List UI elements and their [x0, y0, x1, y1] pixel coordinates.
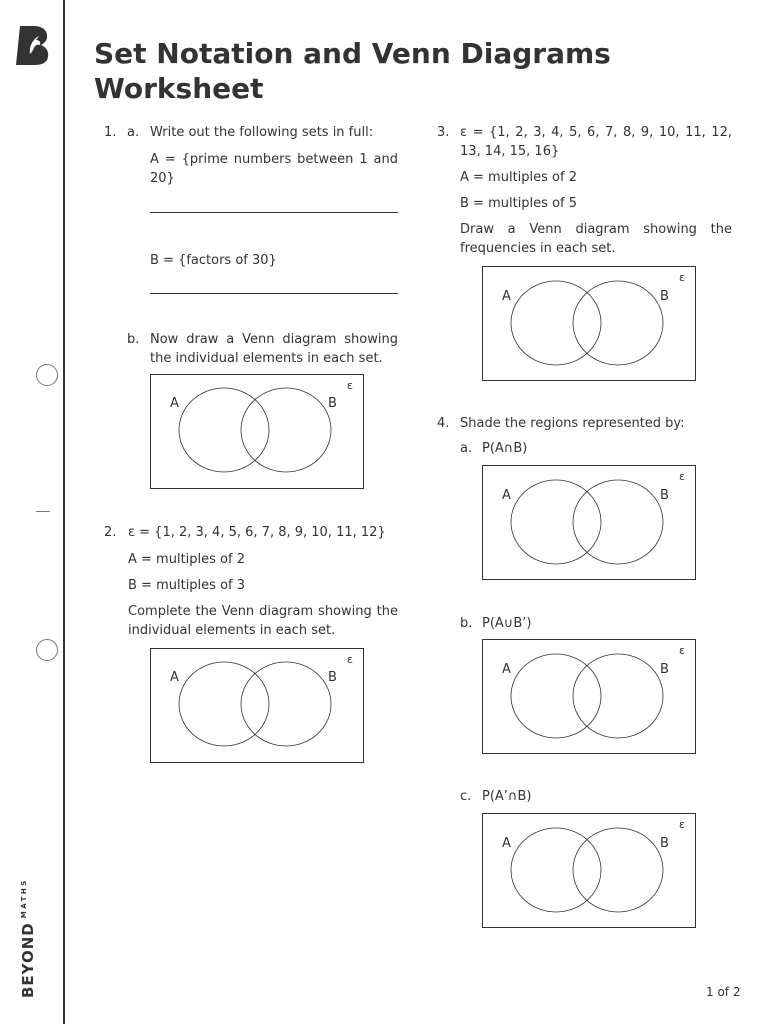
punch-hole — [36, 364, 58, 386]
page-title: Set Notation and Venn Diagrams Worksheet — [94, 37, 611, 105]
page-number: 1 of 2 — [706, 985, 741, 999]
brand-sub: MATHS — [20, 878, 28, 919]
venn-circle-b[interactable] — [241, 388, 331, 472]
q4a-expression: P(A∩B) — [482, 441, 528, 456]
venn-label-universal: ε — [347, 653, 353, 666]
venn-label-a: A — [170, 670, 179, 685]
punch-hole — [36, 639, 58, 661]
venn-label-b: B — [660, 289, 669, 304]
venn-frame — [151, 375, 364, 489]
venn-circle-a[interactable] — [511, 828, 601, 912]
q3-number: 3. — [437, 125, 450, 140]
venn-diagram-q3[interactable] — [482, 266, 696, 381]
venn-label-universal: ε — [679, 271, 685, 284]
q1a-prompt: Write out the following sets in full: — [150, 125, 374, 140]
fold-mark — [36, 511, 50, 512]
venn-circle-b[interactable] — [573, 281, 663, 365]
q3-universal: ε = {1, 2, 3, 4, 5, 6, 7, 8, 9, 10, 11, 12, 13, 14, 15, 16} — [460, 125, 732, 159]
venn-label-b: B — [660, 488, 669, 503]
venn-circle-b[interactable] — [573, 480, 663, 564]
venn-label-a: A — [502, 662, 511, 677]
q1a-letter: a. — [127, 125, 140, 140]
venn-label-universal: ε — [679, 470, 685, 483]
q4b-letter: b. — [460, 616, 473, 631]
q1a-set-a: A = {prime numbers between 1 and 20} — [150, 152, 398, 186]
q3-prompt: Draw a Venn diagram showing the frequencies in each set. — [460, 222, 732, 256]
venn-label-a: A — [170, 396, 179, 411]
venn-label-b: B — [328, 670, 337, 685]
q4c-expression: P(A’∩B) — [482, 789, 532, 804]
q3-set-b: B = multiples of 5 — [460, 196, 577, 211]
q4a-letter: a. — [460, 441, 473, 456]
q1-number: 1. — [104, 125, 117, 140]
venn-frame — [483, 814, 696, 928]
venn-label-a: A — [502, 289, 511, 304]
q4-number: 4. — [437, 416, 450, 431]
q1b-prompt: Now draw a Venn diagram showing the individual elements in each set. — [150, 332, 398, 366]
venn-frame — [483, 640, 696, 754]
q2-number: 2. — [104, 525, 117, 540]
venn-circle-b[interactable] — [241, 662, 331, 746]
q1a-set-b: B = {factors of 30} — [150, 253, 277, 268]
q2-set-a: A = multiples of 2 — [128, 552, 245, 567]
beyond-maths-logo-icon — [14, 24, 52, 66]
venn-diagram-q4a[interactable] — [482, 465, 696, 580]
venn-diagram-q4b[interactable] — [482, 639, 696, 754]
q4c-letter: c. — [460, 789, 472, 804]
venn-diagram-q2[interactable] — [150, 648, 364, 763]
venn-frame — [151, 649, 364, 763]
q2-universal: ε = {1, 2, 3, 4, 5, 6, 7, 8, 9, 10, 11, 12} — [128, 525, 386, 540]
brand-wordmark — [18, 878, 37, 998]
venn-circle-a[interactable] — [179, 388, 269, 472]
venn-label-b: B — [660, 836, 669, 851]
venn-label-b: B — [328, 396, 337, 411]
venn-frame — [483, 466, 696, 580]
q3-set-a: A = multiples of 2 — [460, 170, 577, 185]
venn-diagram-q1[interactable] — [150, 374, 364, 489]
venn-circle-b[interactable] — [573, 828, 663, 912]
brand-main: BEYOND — [19, 922, 37, 998]
venn-circle-a[interactable] — [511, 281, 601, 365]
q1b-letter: b. — [127, 332, 140, 347]
venn-circle-b[interactable] — [573, 654, 663, 738]
answer-line-a[interactable] — [150, 212, 398, 213]
venn-circle-a[interactable] — [511, 480, 601, 564]
q4-prompt: Shade the regions represented by: — [460, 416, 685, 431]
margin-line — [63, 0, 65, 1024]
venn-label-a: A — [502, 836, 511, 851]
venn-label-universal: ε — [679, 644, 685, 657]
venn-label-universal: ε — [679, 818, 685, 831]
venn-circle-a[interactable] — [511, 654, 601, 738]
venn-diagram-q4c[interactable] — [482, 813, 696, 928]
answer-line-b[interactable] — [150, 293, 398, 294]
venn-circle-a[interactable] — [179, 662, 269, 746]
q4b-expression: P(A∪B’) — [482, 616, 532, 631]
venn-frame — [483, 267, 696, 381]
venn-label-universal: ε — [347, 379, 353, 392]
q2-prompt: Complete the Venn diagram showing the individual elements in each set. — [128, 604, 398, 638]
venn-label-b: B — [660, 662, 669, 677]
q2-set-b: B = multiples of 3 — [128, 578, 245, 593]
venn-label-a: A — [502, 488, 511, 503]
